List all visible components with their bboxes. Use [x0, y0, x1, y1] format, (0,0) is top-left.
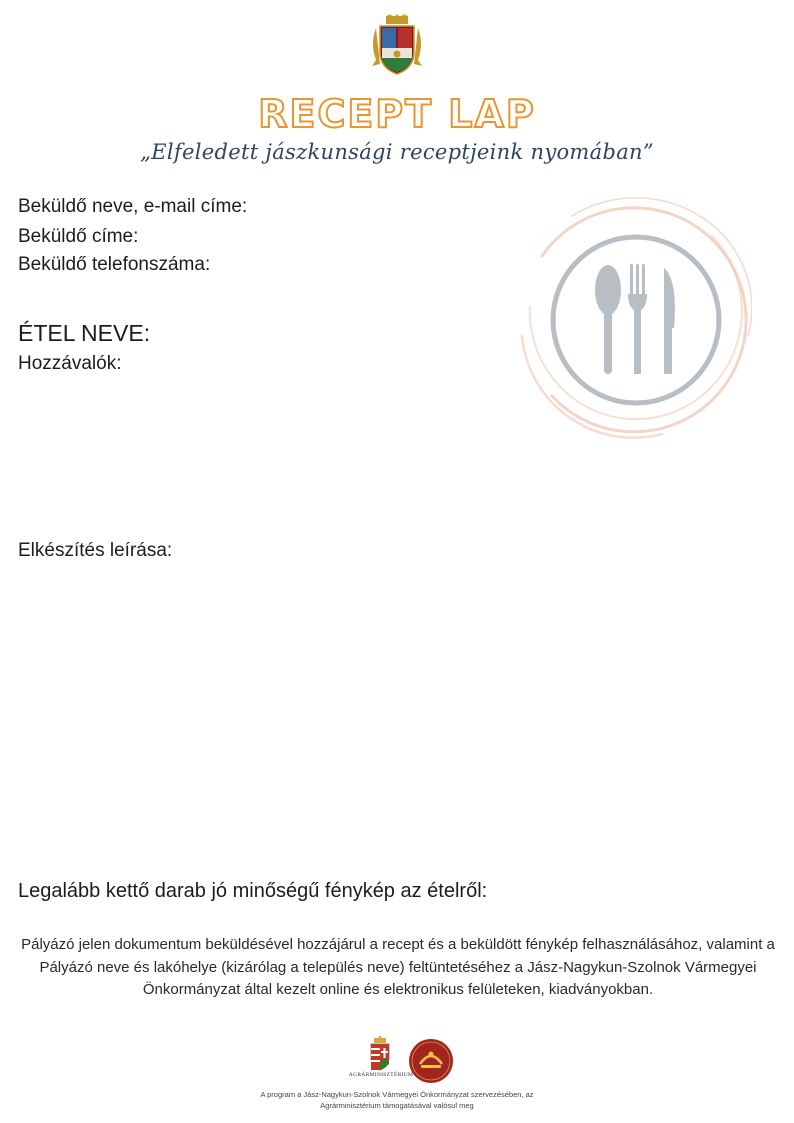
ministry-logo [348, 1036, 414, 1084]
footer-line-1: A program a Jász-Nagykun-Szolnok Vármegyei Önkormányzat szervezésében, az [260, 1090, 534, 1099]
sender-name-label: Beküldő neve, e-mail címe: [18, 196, 248, 217]
ministry-label: AGRÁRMINISZTÉRIUM [348, 1072, 414, 1078]
page-subtitle: „Elfeledett jászkunsági receptjeink nyomában” [140, 140, 654, 164]
photos-label: Legalább kettő darab jó minőségű fénykép az ételről: [18, 880, 488, 902]
county-coat-of-arms-icon [368, 14, 426, 78]
hungarikum-logo-icon [406, 1038, 456, 1084]
dish-name-label: ÉTEL NEVE: [18, 320, 151, 346]
footer-line-2: Agrárminisztérium támogatásával valósul meg [320, 1101, 474, 1110]
preparation-label: Elkészítés leírása: [18, 540, 173, 561]
plate-cutlery-icon [512, 196, 752, 440]
page-title: RECEPT LAP [258, 92, 536, 136]
sender-phone-label: Beküldő telefonszáma: [18, 254, 211, 275]
hungarian-coat-of-arms-icon [356, 1036, 404, 1072]
consent-text: Pályázó jelen dokumentum beküldésével hozzájárul a recept és a beküldött fénykép felhasználásához, valamint a Pályázó neve és lakóhelye (kizárólag a település neve) feltüntetéséhez a Jász-Nagykun-Szolnok Vármegyei Önkormányzat által kezelt online és elektronikus felületeken, kiadványokban. [21, 936, 775, 998]
sender-address-label: Beküldő címe: [18, 226, 139, 247]
ingredients-label: Hozzávalók: [18, 353, 122, 374]
footer-note [0, 1089, 794, 1111]
